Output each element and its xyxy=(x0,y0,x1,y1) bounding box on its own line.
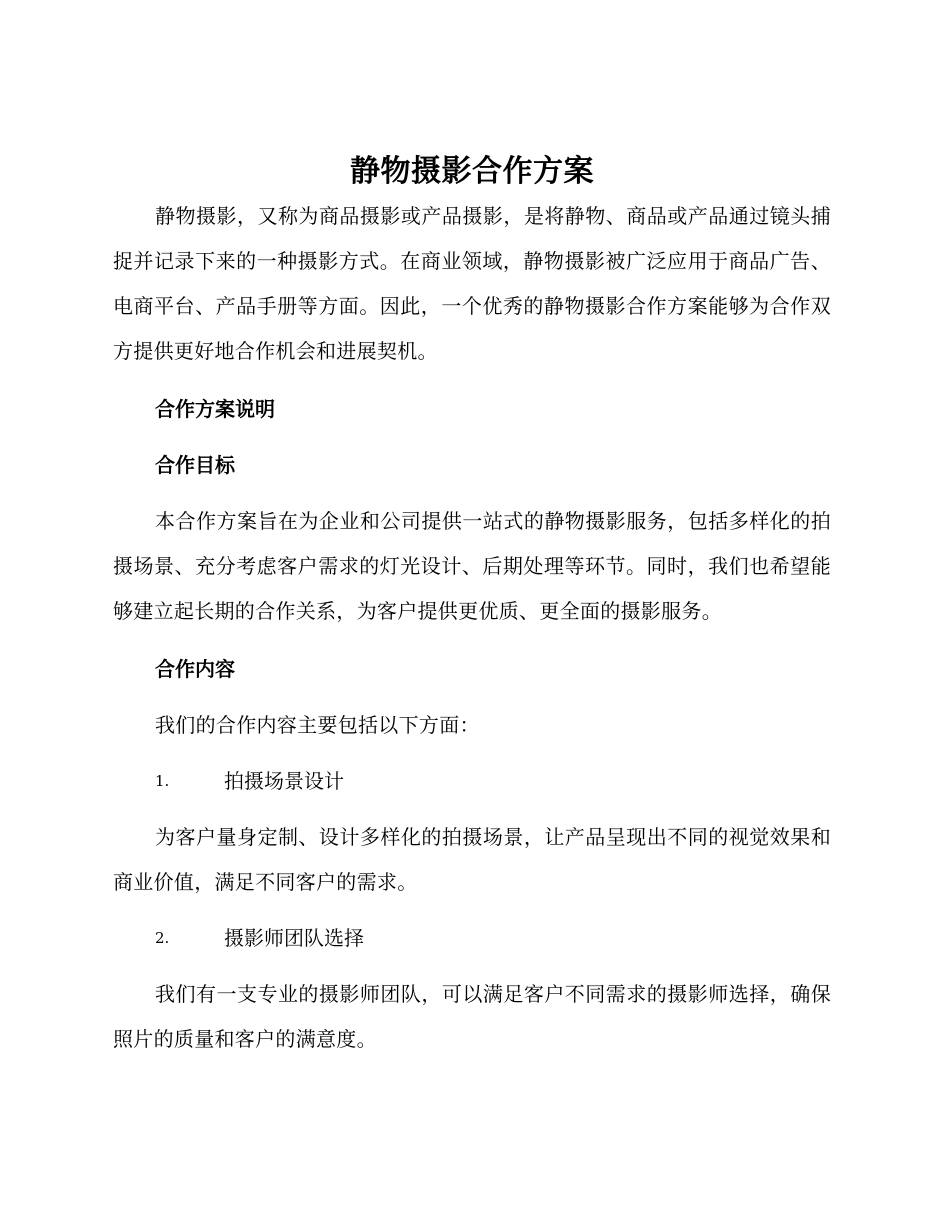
document-page xyxy=(113,150,831,1062)
intro-paragraph: 静物摄影，又称为商品摄影或产品摄影，是将静物、商品或产品通过镜头捕捉并记录下来的一种摄影方式。在商业领域，静物摄影被广泛应用于商品广告、电商平台、产品手册等方面。因此，一个优秀的静物摄影合作方案能够为合作双方提供更好地合作机会和进展契机。 xyxy=(113,204,831,363)
list-item-2-paragraph: 我们有一支专业的摄影师团队，可以满足客户不同需求的摄影师选择，确保照片的质量和客户的满意度。 xyxy=(113,982,831,1051)
content-heading: 合作内容 xyxy=(155,657,235,681)
goal-paragraph: 本合作方案旨在为企业和公司提供一站式的静物摄影服务，包括多样化的拍摄场景、充分考虑客户需求的灯光设计、后期处理等环节。同时，我们也希望能够建立起长期的合作关系，为客户提供更优质、更全面的摄影服务。 xyxy=(113,509,831,623)
list-item-2 xyxy=(113,916,831,961)
list-item-number: 2. xyxy=(155,929,170,947)
list-item-title: 摄影师团队选择 xyxy=(224,926,364,950)
document-title: 静物摄影合作方案 xyxy=(350,154,594,189)
list-item-number: 1. xyxy=(155,772,170,790)
goal-heading: 合作目标 xyxy=(155,453,235,477)
list-item-title: 拍摄场景设计 xyxy=(224,769,344,793)
content-intro-paragraph: 我们的合作内容主要包括以下方面： xyxy=(155,713,480,737)
list-item-1 xyxy=(113,759,831,804)
list-item-1-paragraph: 为客户量身定制、设计多样化的拍摄场景，让产品呈现出不同的视觉效果和商业价值，满足不同客户的需求。 xyxy=(113,825,831,894)
section-heading: 合作方案说明 xyxy=(155,397,275,421)
